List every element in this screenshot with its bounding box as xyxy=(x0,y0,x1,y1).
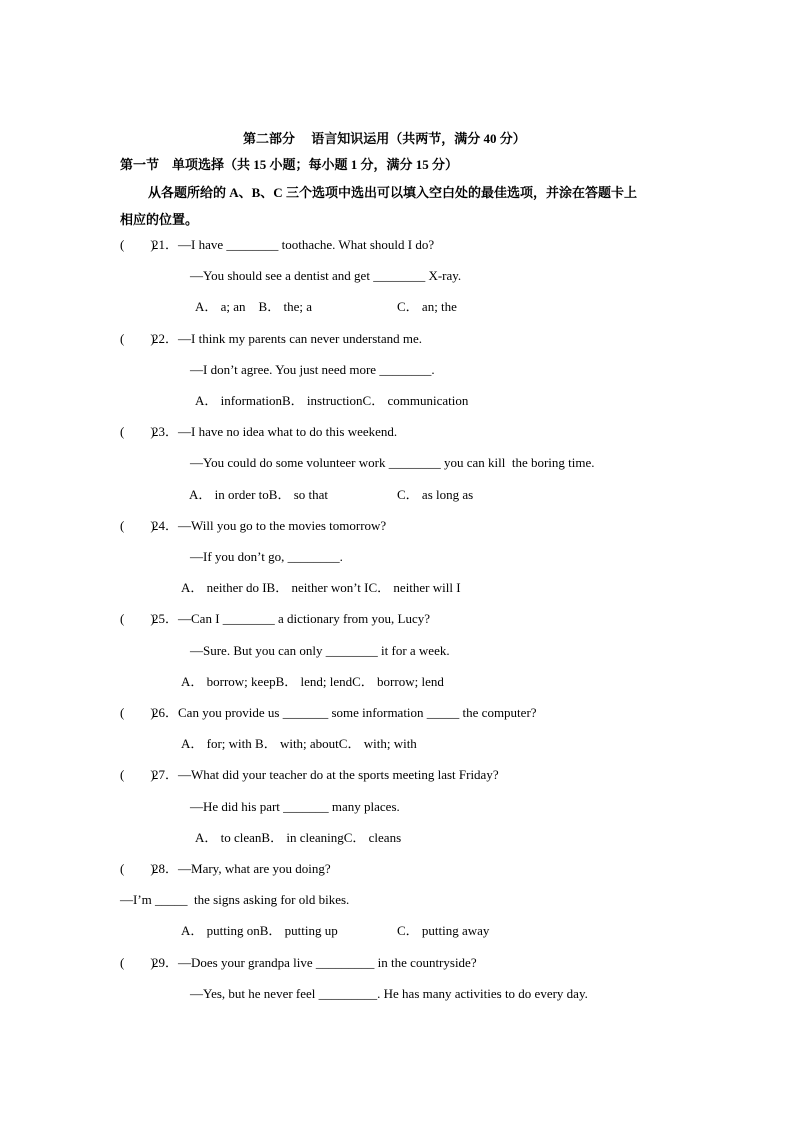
answer-blank[interactable]: ( ) xyxy=(120,861,155,876)
question-27-stem xyxy=(120,767,499,783)
question-28-option-c: C． putting away xyxy=(397,923,490,938)
question-26-stem xyxy=(120,705,537,721)
question-number: 23． xyxy=(152,424,179,439)
question-27-response: —He did his part _______ many places. xyxy=(190,799,400,814)
instructions-line-1: 从各题所给的 A、B、C 三个选项中选出可以填入空白处的最佳选项，并涂在答题卡上 xyxy=(148,185,637,200)
question-21-options-ab: A． a; an B． the; a xyxy=(195,299,312,314)
question-21-response: —You should see a dentist and get ________ X-ray. xyxy=(190,268,462,283)
question-29-stem xyxy=(120,955,477,971)
question-24-options: A． neither do IB． neither won’t IC． neither will I xyxy=(181,580,461,595)
question-number: 22． xyxy=(152,331,179,346)
question-text: —What did your teacher do at the sports meeting last Friday? xyxy=(178,767,499,782)
answer-blank[interactable]: ( ) xyxy=(120,331,155,346)
question-27-options: A． to cleanB． in cleaningC． cleans xyxy=(195,830,402,845)
question-21-option-c: C． an; the xyxy=(397,299,457,314)
question-25-stem xyxy=(120,611,430,627)
question-text: —I have ________ toothache. What should I do? xyxy=(178,237,435,252)
question-text: —I have no idea what to do this weekend. xyxy=(178,424,398,439)
answer-blank[interactable]: ( ) xyxy=(120,705,155,720)
question-23-options-ab: A． in order toB． so that xyxy=(189,487,329,502)
question-21-stem xyxy=(120,237,434,253)
question-22-stem xyxy=(120,331,422,347)
question-28-stem xyxy=(120,861,331,877)
question-number: 28． xyxy=(152,861,179,876)
answer-blank[interactable]: ( ) xyxy=(120,518,155,533)
question-text: Can you provide us _______ some information _____ the computer? xyxy=(178,705,537,720)
question-22-response: —I don’t agree. You just need more ________. xyxy=(190,362,435,377)
answer-blank[interactable]: ( ) xyxy=(120,424,155,439)
question-25-options: A． borrow; keepB． lend; lendC． borrow; lend xyxy=(181,674,444,689)
section-title: 第一节 单项选择（共 15 小题；每小题 1 分，满分 15 分） xyxy=(120,157,459,172)
question-23-stem xyxy=(120,424,397,440)
question-number: 29． xyxy=(152,955,179,970)
question-text: —I think my parents can never understand me. xyxy=(178,331,423,346)
answer-blank[interactable]: ( ) xyxy=(120,767,155,782)
answer-blank[interactable]: ( ) xyxy=(120,237,155,252)
question-text: —Will you go to the movies tomorrow? xyxy=(178,518,387,533)
question-text: —Mary, what are you doing? xyxy=(178,861,331,876)
question-29-response: —Yes, but he never feel _________. He has many activities to do every day. xyxy=(190,986,588,1001)
question-number: 24． xyxy=(152,518,179,533)
instructions-line-2: 相应的位置。 xyxy=(120,212,199,227)
question-text: —Can I ________ a dictionary from you, Lucy? xyxy=(178,611,431,626)
answer-blank[interactable]: ( ) xyxy=(120,611,155,626)
answer-blank[interactable]: ( ) xyxy=(120,955,155,970)
question-23-option-c: C． as long as xyxy=(397,487,474,502)
question-28-options-ab: A． putting onB． putting up xyxy=(181,923,338,938)
question-22-options: A． informationB． instructionC． communication xyxy=(195,393,469,408)
question-26-options: A． for; with B． with; aboutC． with; with xyxy=(181,736,417,751)
question-28-response: —I’m _____ the signs asking for old bikes. xyxy=(120,892,350,907)
question-number: 25． xyxy=(152,611,179,626)
question-24-stem xyxy=(120,518,386,534)
question-number: 26． xyxy=(152,705,179,720)
question-number: 21． xyxy=(152,237,179,252)
part-title: 第二部分 语言知识运用（共两节，满分 40 分） xyxy=(243,131,526,146)
question-23-response: —You could do some volunteer work ________ you can kill the boring time. xyxy=(190,455,595,470)
question-25-response: —Sure. But you can only ________ it for a week. xyxy=(190,643,450,658)
question-text: —Does your grandpa live _________ in the countryside? xyxy=(178,955,477,970)
question-number: 27． xyxy=(152,767,179,782)
question-24-response: —If you don’t go, ________. xyxy=(190,549,343,564)
